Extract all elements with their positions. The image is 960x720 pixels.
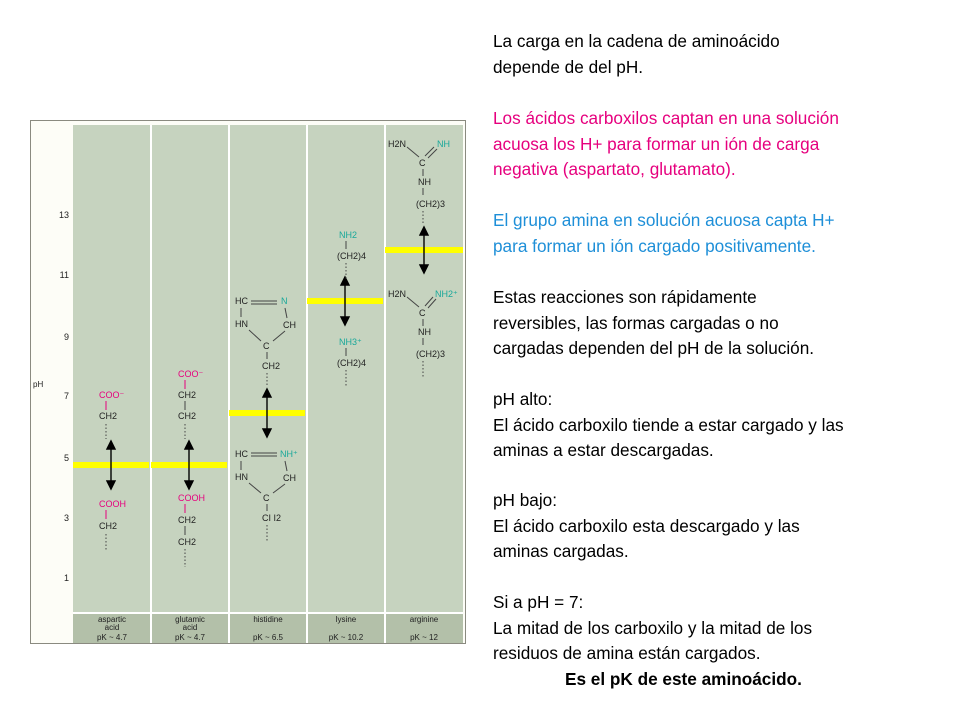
text-line: negativa (aspartato, glutamato). [493,159,736,180]
paragraph-high-ph [493,387,953,464]
col-label-glutamic-2: acid [182,623,198,632]
his-hc-top: HC [235,296,248,306]
text-line: pH alto: [493,389,553,409]
paragraph-conclusion [493,667,960,693]
paragraph-reversible [493,285,953,362]
glu-cooh: COOH [178,493,205,503]
his-ch-bottom: CH [283,473,296,483]
text-line: depende de del pH. [493,56,644,77]
his-hc-bottom: HC [235,449,248,459]
text-line: La mitad de los carboxilo y la mitad de los [493,617,813,638]
text-line: residuos de amina están cargados. [493,643,761,664]
y-tick-1: 1 [63,573,69,583]
his-ch2-bottom: CI I2 [262,513,282,523]
his-c-top: C [263,341,270,351]
col-label-lysine: lysine [335,615,357,624]
arg-nh-top: NH [437,139,450,149]
col-pk-lysine: pK ~ 10.2 [328,633,364,642]
glu-ch2-d: CH2 [178,537,197,547]
text-line: para formar un ión cargado positivamente. [493,235,816,256]
text-line: pH bajo: [493,490,558,510]
col-label-histidine: histidine [253,615,283,624]
arg-c-top: C [419,158,426,168]
asp-cooh: COOH [99,499,126,509]
text-line: Si a pH = 7: [493,592,584,612]
paragraph-low-ph [493,488,953,565]
asp-ch2-bottom: CH2 [99,521,118,531]
y-tick-7: 7 [63,391,69,401]
his-hn-bottom: HN [235,472,248,482]
y-tick-9: 9 [63,332,69,342]
text-line: aminas a estar descargadas. [493,440,714,461]
his-ch-top: CH [283,320,296,330]
pk-figure [30,120,466,644]
text-line: Estas reacciones son rápidamente [493,287,757,307]
col-pk-histidine: pK ~ 6.5 [252,633,284,642]
col-pk-glutamic: pK ~ 4.7 [174,633,206,642]
paragraph-carboxyl [493,106,953,183]
col-pk-aspartic: pK ~ 4.7 [96,633,128,642]
y-tick-11: 11 [59,270,69,280]
text-line: reversibles, las formas cargadas o no [493,312,779,333]
text-line: cargadas dependen del pH de la solución. [493,338,815,359]
asp-coo-minus: COO⁻ [99,390,125,400]
his-hn-top: HN [235,319,248,329]
col-label-aspartic: aspartic [97,615,127,624]
his-c-bottom: C [263,493,270,503]
y-tick-13: 13 [58,210,69,220]
his-ch2-top: CH2 [262,361,281,371]
his-nh-plus: NH⁺ [280,449,298,459]
text-line: Los ácidos carboxilos captan en una solución [493,108,839,128]
glu-ch2-a: CH2 [178,390,197,400]
glu-coo-minus: COO⁻ [178,369,204,379]
paragraph-intro [493,29,953,80]
lys-nh2: NH2 [339,230,358,240]
arg-nh-top-chain: NH [418,177,431,187]
col-pk-arginine: pK ~ 12 [410,633,438,642]
his-n-top: N [281,296,288,306]
col-label-aspartic-2: acid [104,623,120,632]
text-line: aminas cargadas. [493,541,629,562]
lys-nh3-plus: NH3⁺ [339,337,362,347]
arg-h2n-top: H2N [388,139,407,149]
arg-chain-bottom: (CH2)3 [416,349,446,359]
arg-nh-bottom-chain: NH [418,327,431,337]
arg-chain-top: (CH2)3 [416,199,446,209]
lys-chain-top: (CH2)4 [337,251,367,261]
text-line: acuosa los H+ para formar un ión de carga [493,133,820,154]
text-line: La carga en la cadena de aminoácido [493,31,780,51]
arg-nh2-plus: NH2⁺ [435,289,458,299]
glu-ch2-c: CH2 [178,515,197,525]
conclusion-line: Es el pK de este aminoácido. [565,669,802,689]
lys-chain-bottom: (CH2)4 [337,358,367,368]
y-axis-label: pH [33,380,44,389]
arg-c-bottom: C [419,308,426,318]
text-line: El ácido carboxilo esta descargado y las [493,515,800,536]
col-label-glutamic: glutamic [175,615,205,624]
glu-ch2-b: CH2 [178,411,197,421]
y-tick-3: 3 [63,513,69,523]
text-line: El ácido carboxilo tiende a estar cargado y las [493,414,844,435]
asp-ch2-top: CH2 [99,411,118,421]
col-label-arginine: arginine [409,615,439,624]
text-line: El grupo amina en solución acuosa capta H+ [493,210,835,230]
paragraph-amine [493,208,953,259]
paragraph-ph7 [493,590,953,667]
arg-h2n-bottom: H2N [388,289,407,299]
y-tick-5: 5 [63,453,69,463]
